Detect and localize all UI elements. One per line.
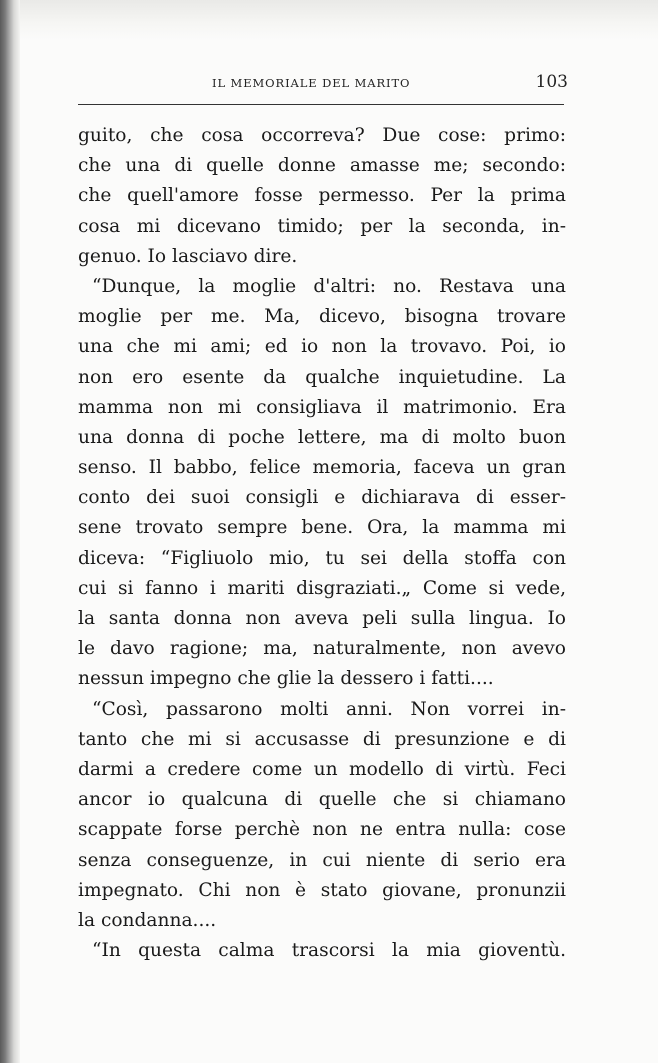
text-line: che una di quelle donne amasse me; secondo: (78, 155, 566, 177)
running-title: IL MEMORIALE DEL MARITO (212, 76, 411, 90)
body-text (78, 121, 566, 966)
text-line: non ero esente da qualche inquietudine. La (78, 366, 566, 388)
header-rule (78, 104, 564, 105)
text-line: la santa donna non aveva peli sulla lingua. Io (78, 608, 566, 629)
page-top-shade (20, 0, 658, 40)
text-line: cui si fanno i mariti disgraziati.„ Come si vede, (78, 577, 566, 599)
text-line: diceva: “Figliuolo mio, tu sei della stoffa con (78, 547, 566, 569)
text-line: scappate forse perchè non ne entra nulla: cose (78, 819, 566, 841)
text-line: ancor io qualcuna di quelle che si chiamano (78, 789, 566, 811)
running-header (212, 72, 572, 98)
text-line: che quell'amore fosse permesso. Per la prima (78, 185, 566, 207)
book-spine-shadow (0, 0, 20, 1063)
text-line: impegnato. Chi non è stato giovane, pronunzii (78, 879, 566, 901)
text-line: darmi a credere come un modello di virtù. Feci (78, 758, 566, 780)
text-line: una che mi ami; ed io non la trovavo. Poi, io (78, 336, 566, 358)
text-line: genuo. Io lasciavo dire. (78, 245, 298, 267)
text-line: cosa mi dicevano timido; per la seconda, in- (78, 215, 566, 237)
text-line: “In questa calma trascorsi la mia gioventù. (92, 940, 566, 962)
text-line: le davo ragione; ma, naturalmente, non avevo (78, 638, 566, 660)
text-line: guito, che cosa occorreva? Due cose: primo: (78, 125, 566, 146)
text-line: “Così, passarono molti anni. Non vorrei in- (92, 698, 566, 720)
text-line: tanto che mi si accusasse di presunzione e di (78, 728, 566, 750)
text-line: una donna di poche lettere, ma di molto buon (78, 426, 566, 448)
page-number: 103 (535, 72, 568, 92)
text-line: la condanna.... (78, 909, 217, 931)
text-line: mamma non mi consigliava il matrimonio. Era (78, 396, 566, 418)
text-line: senso. Il babbo, felice memoria, faceva un gran (78, 457, 566, 479)
text-line: nessun impegno che glie la dessero i fatti.... (78, 668, 494, 690)
text-line: sene trovato sempre bene. Ora, la mamma mi (78, 517, 566, 539)
text-line: “Dunque, la moglie d'altri: no. Restava una (92, 275, 566, 297)
text-line: conto dei suoi consigli e dichiarava di esser- (78, 487, 566, 509)
text-line: senza conseguenze, in cui niente di serio era (78, 849, 566, 871)
text-line: moglie per me. Ma, dicevo, bisogna trovare (78, 306, 566, 328)
